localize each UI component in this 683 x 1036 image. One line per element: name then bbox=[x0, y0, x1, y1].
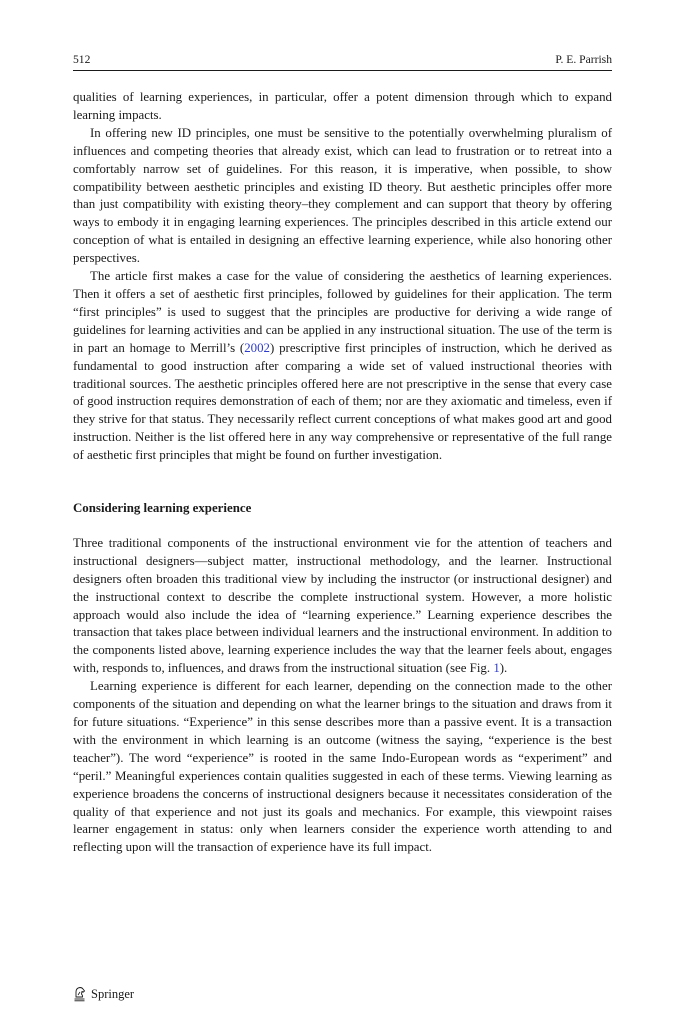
paragraph-3-text-a: The article first makes a case for the value of considering the aesthetics of learning experiences. Then it offers a set of aesthetic first principles, followed by guidelines for their application. The term “first principles” is used to suggest that the principles are productive for deriving a wide range of guidelines for learning activities and can be applied in any instructional situation. The use of the term is in part an homage to Merrill’s ( bbox=[73, 269, 612, 355]
paragraph-1: qualities of learning experiences, in particular, offer a potent dimension through which to expand learning impacts. bbox=[73, 90, 612, 122]
article-body bbox=[73, 89, 612, 857]
page-number: 512 bbox=[73, 53, 91, 66]
publisher-name: Springer bbox=[91, 987, 135, 1001]
section-heading: Considering learning experience bbox=[73, 501, 252, 516]
springer-horse-icon bbox=[73, 986, 87, 1002]
paragraph-2: In offering new ID principles, one must be sensitive to the potentially overwhelming pluralism of influences and competing theories that already exist, which can lead to frustration or to retreat into a comfortably narrow set of guidelines. For this reason, it is imperative, when possible, to show compatibility between aesthetic principles and existing ID theory. But aesthetic principles offer more than just compatibility with existing theory–they complement and can support that theory by offering ways to embody it in engaging learning experiences. The principles described in this article extend our conception of what is entailed in designing an effective learning experience, while also honoring other perspectives. bbox=[73, 125, 612, 266]
paragraph-4-text-a: Three traditional components of the instructional environment vie for the attention of teachers and instructional designers—subject matter, instructional methodology, and the learner. Instructional designers often broaden this traditional view by including the instructor (or instructional designer) and the instructional context to describe the complete instructional system. However, a more holistic approach would also include the idea of “learning experience.” Learning experience describes the transaction that takes place between individual learners and the instructional environment. In addition to the components listed above, learning experience includes the way that the learner feels about, engages with, responds to, influences, and draws from the instructional situation (see Fig. bbox=[73, 535, 612, 676]
paragraph-3-text-b: ) prescriptive first principles of instruction, which he derived as fundamental to good instruction after comparing a wide set of valued instructional theories with traditional sources. The aesthetic principles offered here are not prescriptive in the sense that every case of good instruction requires demonstration of each of them; nor are they axiomatic and timeless, even if they strive for that status. They necessarily reflect current conceptions of what makes good art and good instruction. Neither is the list offered here in any way comprehensive or representative of the full range of aesthetic first principles that might be found on further investigation. bbox=[73, 340, 612, 463]
paragraph-4-text-b: ). bbox=[499, 661, 508, 676]
paragraph-4 bbox=[73, 535, 612, 678]
header-rule bbox=[73, 70, 612, 71]
running-author: P. E. Parrish bbox=[555, 53, 612, 66]
publisher-footer bbox=[73, 985, 134, 1003]
paragraph-5: Learning experience is different for each learner, depending on the connection made to the other components of the situation and depending on what the learner brings to the situation and draws from it for future situations. “Experience” in this sense describes more than a passive event. It is a transaction with the environment in which learning is an outcome (witness the saying, “experience is the best teacher”). The word “experience” is rooted in the same Indo-European words as “experiment” and “peril.” Meaningful experiences contain qualities suggested in each of these terms. Viewing learning as experience broadens the concerns of instructional designers because it necessitates consideration of the quality of that experience and not just its goals and mechanics. For example, this viewpoint raises learner engagement in status: only when learners consider the experience worth attending to and reflecting upon will the transaction of experience have its full impact. bbox=[73, 679, 612, 855]
paragraph-3 bbox=[73, 268, 612, 465]
figure-link-1[interactable]: 1 bbox=[493, 661, 500, 676]
citation-link-merrill-2002[interactable]: 2002 bbox=[244, 340, 270, 355]
running-header bbox=[73, 52, 612, 68]
